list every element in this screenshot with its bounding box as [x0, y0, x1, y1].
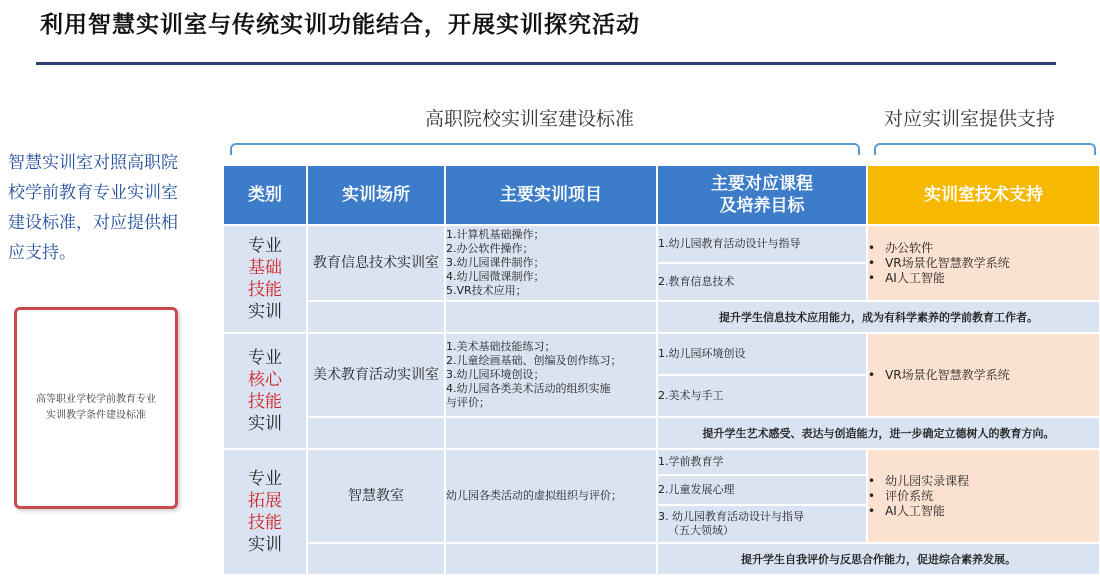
item-text: 1.美术基础技能练习；: [446, 340, 556, 353]
standard-brace: [230, 143, 860, 155]
table-row: [223, 225, 1100, 263]
category-highlight: 技能: [248, 513, 282, 533]
doc-card-title-line2: 实训教学条件建设标准: [46, 410, 146, 421]
item-text: 幼儿园各类活动的虚拟组织与评价；: [446, 489, 622, 502]
support-item: • VR场景化智慧教学系统: [868, 368, 1099, 383]
items-cell: [445, 225, 657, 301]
support-section-label: 对应实训室提供支持: [884, 108, 1056, 130]
category-text: 实训: [248, 414, 282, 434]
header-support: 实训室技术支持: [867, 165, 1100, 225]
course-cell: 1.学前教育学: [657, 449, 867, 475]
category-highlight: 基础: [248, 258, 282, 278]
summary-cell: 提升学生信息技术应用能力，成为有科学素养的学前教育工作者。: [657, 301, 1100, 333]
course-cell: [657, 505, 867, 543]
summary-spacer: [307, 301, 445, 333]
summary-spacer: [445, 301, 657, 333]
course-cell: 1.幼儿园环境创设: [657, 333, 867, 375]
header-course-line2: 及培养目标: [719, 196, 805, 216]
support-item: • VR场景化智慧教学系统: [868, 256, 1099, 271]
support-item: • 幼儿园实录课程: [868, 474, 1099, 489]
item-text: 5.VR技术应用；: [446, 284, 527, 297]
header-category: 类别: [223, 165, 307, 225]
category-text: 专业: [248, 469, 282, 489]
item-text: 3.幼儿园环境创设；: [446, 368, 545, 381]
support-item: • 评价系统: [868, 489, 1099, 504]
item-text: 4.幼儿园各类美术活动的组织实施: [446, 382, 611, 395]
summary-row: [223, 543, 1100, 575]
item-text: 4.幼儿园微课制作；: [446, 270, 545, 283]
summary-row: [223, 417, 1100, 449]
category-cell: [223, 333, 307, 449]
place-cell: 教育信息技术实训室: [307, 225, 445, 301]
course-cell: 1.幼儿园教育活动设计与指导: [657, 225, 867, 263]
course-cell: 2.美术与手工: [657, 375, 867, 417]
category-text: 专业: [248, 236, 282, 256]
support-cell: [867, 225, 1100, 301]
item-text: 2.儿童绘画基础、创编及创作练习；: [446, 354, 622, 367]
summary-spacer: [307, 417, 445, 449]
table-row: [223, 333, 1100, 375]
item-text: 1.计算机基础操作；: [446, 228, 545, 241]
table-header-row: [223, 165, 1100, 225]
header-course-line1: 主要对应课程: [711, 174, 813, 194]
summary-cell: 提升学生艺术感受、表达与创造能力，进一步确定立德树人的教育方向。: [657, 417, 1100, 449]
summary-row: [223, 301, 1100, 333]
header-items: 主要实训项目: [445, 165, 657, 225]
category-highlight: 拓展: [248, 491, 282, 511]
course-cell: 2.教育信息技术: [657, 263, 867, 301]
support-cell: [867, 333, 1100, 417]
table-row: [223, 449, 1100, 475]
place-cell: 智慧教室: [307, 449, 445, 543]
category-text: 实训: [248, 535, 282, 555]
support-item: • 办公软件: [868, 241, 1099, 256]
items-cell: [445, 333, 657, 417]
title-divider: [36, 62, 1056, 65]
category-highlight: 技能: [248, 280, 282, 300]
category-cell: [223, 449, 307, 575]
item-text: 与评价；: [446, 396, 490, 409]
doc-card-title-line1: 高等职业学校学前教育专业: [36, 394, 156, 405]
category-text: 实训: [248, 302, 282, 322]
standard-section-label: 高职院校实训室建设标准: [425, 108, 635, 130]
support-item: • AI人工智能: [868, 271, 1099, 286]
course-text: 3. 幼儿园教育活动设计与指导: [658, 510, 804, 523]
category-text: 专业: [248, 348, 282, 368]
item-text: 3.幼儿园课件制作；: [446, 256, 545, 269]
header-course: [657, 165, 867, 225]
support-item: • AI人工智能: [868, 504, 1099, 519]
support-cell: [867, 449, 1100, 543]
page-title: 利用智慧实训室与传统实训功能结合，开展实训探究活动: [40, 12, 640, 38]
course-text: （五大领域）: [668, 524, 734, 537]
training-standard-table: [222, 164, 1100, 576]
summary-spacer: [307, 543, 445, 575]
category-highlight: 核心: [248, 370, 282, 390]
summary-spacer: [445, 417, 657, 449]
side-description: 智慧实训室对照高职院校学前教育专业实训室建设标准，对应提供相应支持。: [8, 153, 178, 263]
category-cell: [223, 225, 307, 333]
support-brace: [874, 143, 1096, 155]
items-cell: [445, 449, 657, 543]
summary-cell: 提升学生自我评价与反思合作能力，促进综合素养发展。: [657, 543, 1100, 575]
category-highlight: 技能: [248, 392, 282, 412]
course-cell: 2.儿童发展心理: [657, 475, 867, 505]
item-text: 2.办公软件操作；: [446, 242, 534, 255]
place-cell: 美术教育活动实训室: [307, 333, 445, 417]
standard-document-card: [14, 307, 178, 509]
summary-spacer: [445, 543, 657, 575]
header-place: 实训场所: [307, 165, 445, 225]
